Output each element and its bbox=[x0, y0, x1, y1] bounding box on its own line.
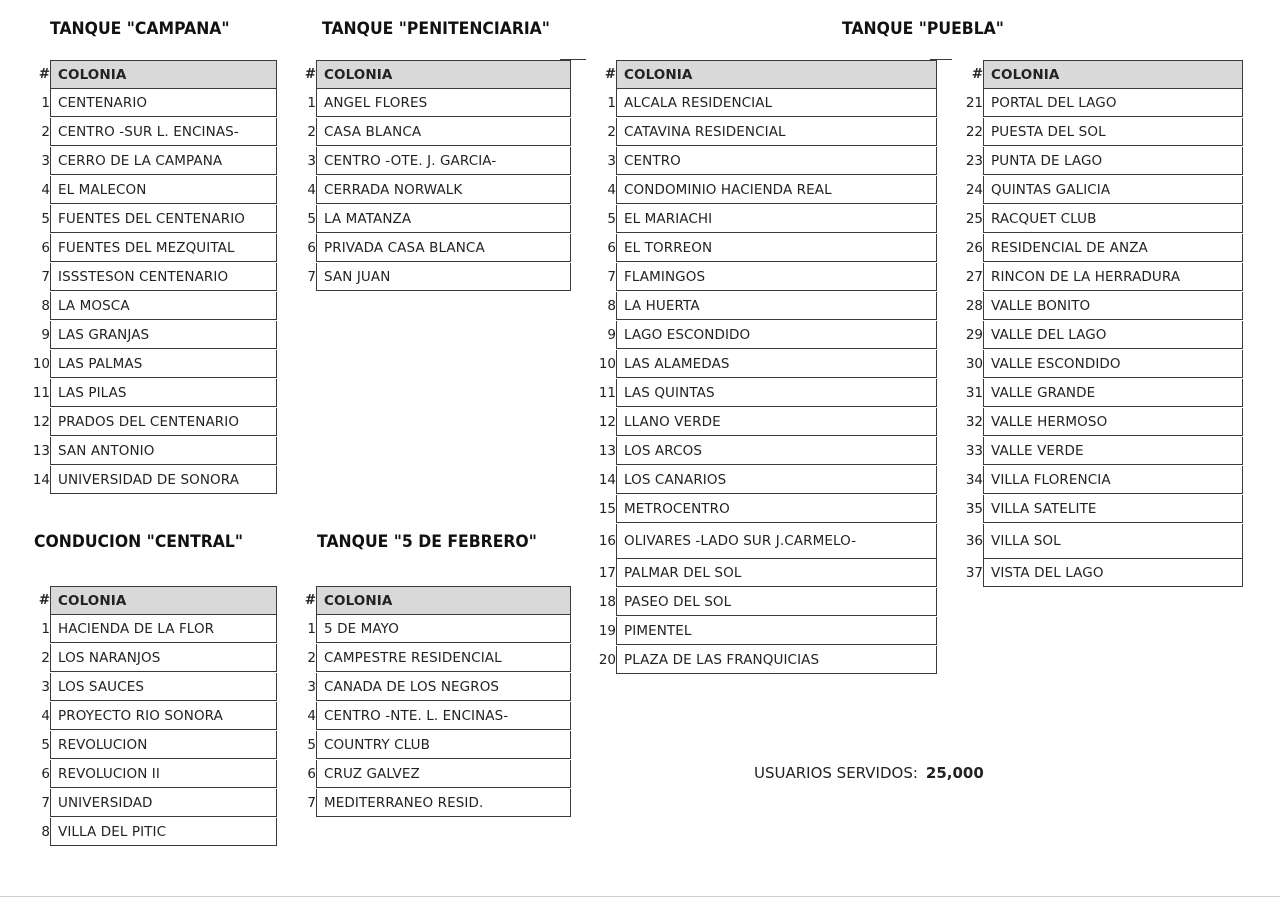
row-number: 9 bbox=[41, 327, 50, 343]
colonia-name: SAN JUAN bbox=[316, 263, 571, 291]
row-number: 17 bbox=[598, 565, 616, 581]
row-number: 27 bbox=[965, 269, 983, 285]
colonia-name: CENTRO -OTE. J. GARCIA- bbox=[316, 147, 571, 175]
table-row bbox=[18, 350, 277, 379]
row-number: 4 bbox=[607, 182, 616, 198]
colonia-name: CENTRO bbox=[616, 147, 937, 175]
header-colonia: COLONIA bbox=[50, 586, 277, 615]
colonia-name: PLAZA DE LAS FRANQUICIAS bbox=[616, 646, 937, 674]
table-row bbox=[284, 118, 571, 147]
table-row bbox=[18, 644, 277, 673]
row-number: 14 bbox=[32, 472, 50, 488]
table-row bbox=[284, 234, 571, 263]
table-row bbox=[18, 615, 277, 644]
colonia-name: VALLE ESCONDIDO bbox=[983, 350, 1243, 378]
table-row bbox=[284, 263, 571, 292]
header-colonia: COLONIA bbox=[316, 60, 571, 89]
table-row bbox=[284, 205, 571, 234]
header-colonia: COLONIA bbox=[616, 60, 937, 89]
row-number: 33 bbox=[965, 443, 983, 459]
table-header bbox=[284, 60, 571, 89]
row-number: 11 bbox=[32, 385, 50, 401]
header-num: # bbox=[38, 592, 50, 608]
row-number: 18 bbox=[598, 594, 616, 610]
table-row bbox=[951, 118, 1243, 147]
row-number: 6 bbox=[41, 240, 50, 256]
table-row bbox=[951, 263, 1243, 292]
row-number: 1 bbox=[307, 95, 316, 111]
row-number: 3 bbox=[307, 679, 316, 695]
row-number: 7 bbox=[41, 269, 50, 285]
table-row bbox=[18, 379, 277, 408]
colonia-name: REVOLUCION bbox=[50, 731, 277, 759]
colonia-name: CENTRO -SUR L. ENCINAS- bbox=[50, 118, 277, 146]
table-row bbox=[284, 789, 571, 818]
row-number: 5 bbox=[307, 737, 316, 753]
table-row bbox=[584, 495, 937, 524]
colonia-name: VALLE VERDE bbox=[983, 437, 1243, 465]
colonia-name: VALLE HERMOSO bbox=[983, 408, 1243, 436]
table-row bbox=[284, 147, 571, 176]
row-number: 4 bbox=[41, 708, 50, 724]
colonia-name: PORTAL DEL LAGO bbox=[983, 89, 1243, 117]
table-row bbox=[584, 147, 937, 176]
table-row bbox=[584, 350, 937, 379]
colonia-name: RINCON DE LA HERRADURA bbox=[983, 263, 1243, 291]
colonia-name: LOS CANARIOS bbox=[616, 466, 937, 494]
table-row bbox=[284, 760, 571, 789]
table-central bbox=[18, 586, 277, 847]
colonia-name: PUNTA DE LAGO bbox=[983, 147, 1243, 175]
colonia-name: FUENTES DEL MEZQUITAL bbox=[50, 234, 277, 262]
users-served-label: USUARIOS SERVIDOS: bbox=[754, 764, 918, 782]
row-number: 19 bbox=[598, 623, 616, 639]
row-number: 37 bbox=[965, 565, 983, 581]
table-row bbox=[584, 89, 937, 118]
colonia-name: FLAMINGOS bbox=[616, 263, 937, 291]
table-row bbox=[584, 646, 937, 675]
row-number: 31 bbox=[965, 385, 983, 401]
colonia-name: CENTRO -NTE. L. ENCINAS- bbox=[316, 702, 571, 730]
row-number: 5 bbox=[307, 211, 316, 227]
colonia-name: VILLA SOL bbox=[983, 524, 1243, 559]
table-row bbox=[284, 673, 571, 702]
row-number: 8 bbox=[607, 298, 616, 314]
table-puebla-b bbox=[951, 60, 1243, 588]
colonia-name: LAS ALAMEDAS bbox=[616, 350, 937, 378]
title-febrero: TANQUE "5 DE FEBRERO" bbox=[317, 532, 537, 552]
table-header bbox=[584, 60, 937, 89]
table-header bbox=[951, 60, 1243, 89]
row-number: 25 bbox=[965, 211, 983, 227]
table-row bbox=[18, 321, 277, 350]
row-number: 6 bbox=[307, 240, 316, 256]
table-row bbox=[951, 176, 1243, 205]
colonia-name: VISTA DEL LAGO bbox=[983, 559, 1243, 587]
table-row bbox=[951, 379, 1243, 408]
colonia-name: VILLA FLORENCIA bbox=[983, 466, 1243, 494]
header-num: # bbox=[971, 66, 983, 82]
table-row bbox=[18, 702, 277, 731]
table-row bbox=[18, 263, 277, 292]
row-number: 36 bbox=[965, 533, 983, 549]
row-number: 2 bbox=[307, 650, 316, 666]
colonia-name: ISSSTESON CENTENARIO bbox=[50, 263, 277, 291]
row-number: 24 bbox=[965, 182, 983, 198]
row-number: 23 bbox=[965, 153, 983, 169]
table-row bbox=[18, 437, 277, 466]
table-row bbox=[18, 176, 277, 205]
table-row bbox=[18, 760, 277, 789]
colonia-name: RACQUET CLUB bbox=[983, 205, 1243, 233]
row-number: 20 bbox=[598, 652, 616, 668]
row-number: 35 bbox=[965, 501, 983, 517]
table-row bbox=[951, 205, 1243, 234]
header-colonia: COLONIA bbox=[983, 60, 1243, 89]
table-row bbox=[284, 702, 571, 731]
colonia-name: EL MALECON bbox=[50, 176, 277, 204]
row-number: 32 bbox=[965, 414, 983, 430]
table-header bbox=[18, 586, 277, 615]
colonia-name: PASEO DEL SOL bbox=[616, 588, 937, 616]
row-number: 4 bbox=[41, 182, 50, 198]
table-row bbox=[284, 644, 571, 673]
colonia-name: ANGEL FLORES bbox=[316, 89, 571, 117]
table-row bbox=[18, 292, 277, 321]
table-puebla-a bbox=[584, 60, 937, 675]
table-campana bbox=[18, 60, 277, 495]
table-row bbox=[951, 559, 1243, 588]
table-row bbox=[584, 234, 937, 263]
colonia-name: UNIVERSIDAD bbox=[50, 789, 277, 817]
row-number: 3 bbox=[307, 153, 316, 169]
table-row bbox=[951, 89, 1243, 118]
row-number: 13 bbox=[598, 443, 616, 459]
row-number: 2 bbox=[41, 650, 50, 666]
row-number: 9 bbox=[607, 327, 616, 343]
row-number: 7 bbox=[41, 795, 50, 811]
table-row bbox=[584, 617, 937, 646]
colonia-name: SAN ANTONIO bbox=[50, 437, 277, 465]
row-number: 2 bbox=[41, 124, 50, 140]
row-number: 10 bbox=[32, 356, 50, 372]
table-row bbox=[584, 176, 937, 205]
table-row bbox=[951, 466, 1243, 495]
colonia-name: PROYECTO RIO SONORA bbox=[50, 702, 277, 730]
row-number: 7 bbox=[607, 269, 616, 285]
colonia-name: VALLE BONITO bbox=[983, 292, 1243, 320]
table-row bbox=[18, 789, 277, 818]
table-row bbox=[951, 147, 1243, 176]
table-row bbox=[951, 292, 1243, 321]
colonia-name: PRIVADA CASA BLANCA bbox=[316, 234, 571, 262]
row-number: 34 bbox=[965, 472, 983, 488]
header-num: # bbox=[304, 66, 316, 82]
table-row bbox=[18, 89, 277, 118]
table-row bbox=[18, 673, 277, 702]
header-num: # bbox=[304, 592, 316, 608]
table-row bbox=[18, 818, 277, 847]
header-colonia: COLONIA bbox=[316, 586, 571, 615]
footer-divider bbox=[0, 896, 1280, 897]
colonia-name: LA HUERTA bbox=[616, 292, 937, 320]
colonia-name: LA MATANZA bbox=[316, 205, 571, 233]
row-number: 29 bbox=[965, 327, 983, 343]
colonia-name: RESIDENCIAL DE ANZA bbox=[983, 234, 1243, 262]
row-number: 30 bbox=[965, 356, 983, 372]
title-central: CONDUCION "CENTRAL" bbox=[34, 532, 244, 552]
table-row bbox=[584, 588, 937, 617]
table-row bbox=[584, 205, 937, 234]
table-row bbox=[284, 176, 571, 205]
colonia-name: EL MARIACHI bbox=[616, 205, 937, 233]
row-number: 11 bbox=[598, 385, 616, 401]
colonia-name: OLIVARES -LADO SUR J.CARMELO- bbox=[616, 524, 937, 559]
colonia-name: CAMPESTRE RESIDENCIAL bbox=[316, 644, 571, 672]
table-row bbox=[18, 234, 277, 263]
table-header bbox=[18, 60, 277, 89]
colonia-name: LAS QUINTAS bbox=[616, 379, 937, 407]
table-row bbox=[18, 147, 277, 176]
colonia-name: LA MOSCA bbox=[50, 292, 277, 320]
table-row bbox=[584, 559, 937, 588]
colonia-name: VALLE GRANDE bbox=[983, 379, 1243, 407]
table-row bbox=[584, 524, 937, 559]
header-num: # bbox=[604, 66, 616, 82]
title-campana: TANQUE "CAMPANA" bbox=[50, 19, 230, 39]
table-row bbox=[18, 731, 277, 760]
colonia-name: LOS NARANJOS bbox=[50, 644, 277, 672]
row-number: 26 bbox=[965, 240, 983, 256]
table-header bbox=[284, 586, 571, 615]
row-number: 7 bbox=[307, 795, 316, 811]
colonia-name: ALCALA RESIDENCIAL bbox=[616, 89, 937, 117]
colonia-name: LLANO VERDE bbox=[616, 408, 937, 436]
row-number: 5 bbox=[41, 211, 50, 227]
row-number: 3 bbox=[607, 153, 616, 169]
colonia-name: FUENTES DEL CENTENARIO bbox=[50, 205, 277, 233]
row-number: 8 bbox=[41, 824, 50, 840]
colonia-name: METROCENTRO bbox=[616, 495, 937, 523]
table-row bbox=[951, 524, 1243, 559]
colonia-name: VILLA SATELITE bbox=[983, 495, 1243, 523]
colonia-name: LAS PILAS bbox=[50, 379, 277, 407]
header-num: # bbox=[38, 66, 50, 82]
row-number: 13 bbox=[32, 443, 50, 459]
colonia-name: LOS ARCOS bbox=[616, 437, 937, 465]
row-number: 5 bbox=[607, 211, 616, 227]
colonia-name: VILLA DEL PITIC bbox=[50, 818, 277, 846]
row-number: 22 bbox=[965, 124, 983, 140]
table-row bbox=[18, 118, 277, 147]
colonia-name: PALMAR DEL SOL bbox=[616, 559, 937, 587]
row-number: 5 bbox=[41, 737, 50, 753]
colonia-name: 5 DE MAYO bbox=[316, 615, 571, 643]
table-row bbox=[584, 408, 937, 437]
table-row bbox=[584, 437, 937, 466]
row-number: 10 bbox=[598, 356, 616, 372]
row-number: 6 bbox=[607, 240, 616, 256]
row-number: 21 bbox=[965, 95, 983, 111]
table-row bbox=[584, 263, 937, 292]
table-row bbox=[951, 321, 1243, 350]
colonia-name: UNIVERSIDAD DE SONORA bbox=[50, 466, 277, 494]
colonia-name: VALLE DEL LAGO bbox=[983, 321, 1243, 349]
colonia-name: REVOLUCION II bbox=[50, 760, 277, 788]
row-number: 12 bbox=[598, 414, 616, 430]
table-row bbox=[284, 615, 571, 644]
table-row bbox=[951, 350, 1243, 379]
colonia-name: PUESTA DEL SOL bbox=[983, 118, 1243, 146]
colonia-name: LAGO ESCONDIDO bbox=[616, 321, 937, 349]
title-penitenciaria: TANQUE "PENITENCIARIA" bbox=[322, 19, 550, 39]
row-number: 15 bbox=[598, 501, 616, 517]
row-number: 2 bbox=[307, 124, 316, 140]
row-number: 4 bbox=[307, 182, 316, 198]
colonia-name: CENTENARIO bbox=[50, 89, 277, 117]
colonia-name: CATAVINA RESIDENCIAL bbox=[616, 118, 937, 146]
row-number: 6 bbox=[307, 766, 316, 782]
table-row bbox=[284, 731, 571, 760]
row-number: 3 bbox=[41, 153, 50, 169]
table-row bbox=[584, 466, 937, 495]
colonia-name: CRUZ GALVEZ bbox=[316, 760, 571, 788]
table-row bbox=[18, 205, 277, 234]
row-number: 4 bbox=[307, 708, 316, 724]
row-number: 6 bbox=[41, 766, 50, 782]
colonia-name: COUNTRY CLUB bbox=[316, 731, 571, 759]
colonia-name: LAS PALMAS bbox=[50, 350, 277, 378]
table-row bbox=[951, 437, 1243, 466]
row-number: 28 bbox=[965, 298, 983, 314]
colonia-name: HACIENDA DE LA FLOR bbox=[50, 615, 277, 643]
table-row bbox=[951, 234, 1243, 263]
header-colonia: COLONIA bbox=[50, 60, 277, 89]
table-febrero bbox=[284, 586, 571, 818]
table-row bbox=[584, 379, 937, 408]
colonia-name: PRADOS DEL CENTENARIO bbox=[50, 408, 277, 436]
colonia-name: LOS SAUCES bbox=[50, 673, 277, 701]
colonia-name: QUINTAS GALICIA bbox=[983, 176, 1243, 204]
table-row bbox=[951, 408, 1243, 437]
users-served bbox=[754, 764, 984, 782]
colonia-name: LAS GRANJAS bbox=[50, 321, 277, 349]
row-number: 1 bbox=[41, 621, 50, 637]
table-row bbox=[584, 292, 937, 321]
row-number: 1 bbox=[307, 621, 316, 637]
colonia-name: CERRO DE LA CAMPANA bbox=[50, 147, 277, 175]
row-number: 1 bbox=[607, 95, 616, 111]
row-number: 8 bbox=[41, 298, 50, 314]
title-puebla: TANQUE "PUEBLA" bbox=[842, 19, 1004, 39]
colonia-name: CERRADA NORWALK bbox=[316, 176, 571, 204]
colonia-name: CANADA DE LOS NEGROS bbox=[316, 673, 571, 701]
table-row bbox=[951, 495, 1243, 524]
colonia-name: CASA BLANCA bbox=[316, 118, 571, 146]
row-number: 7 bbox=[307, 269, 316, 285]
row-number: 12 bbox=[32, 414, 50, 430]
colonia-name: EL TORREON bbox=[616, 234, 937, 262]
table-row bbox=[584, 118, 937, 147]
table-row bbox=[284, 89, 571, 118]
row-number: 14 bbox=[598, 472, 616, 488]
colonia-name: PIMENTEL bbox=[616, 617, 937, 645]
users-served-value: 25,000 bbox=[925, 764, 984, 782]
table-row bbox=[18, 466, 277, 495]
row-number: 1 bbox=[41, 95, 50, 111]
table-row bbox=[18, 408, 277, 437]
row-number: 16 bbox=[598, 533, 616, 549]
row-number: 3 bbox=[41, 679, 50, 695]
colonia-name: CONDOMINIO HACIENDA REAL bbox=[616, 176, 937, 204]
colonia-name: MEDITERRANEO RESID. bbox=[316, 789, 571, 817]
row-number: 2 bbox=[607, 124, 616, 140]
table-penitenciaria bbox=[284, 60, 571, 292]
table-row bbox=[584, 321, 937, 350]
